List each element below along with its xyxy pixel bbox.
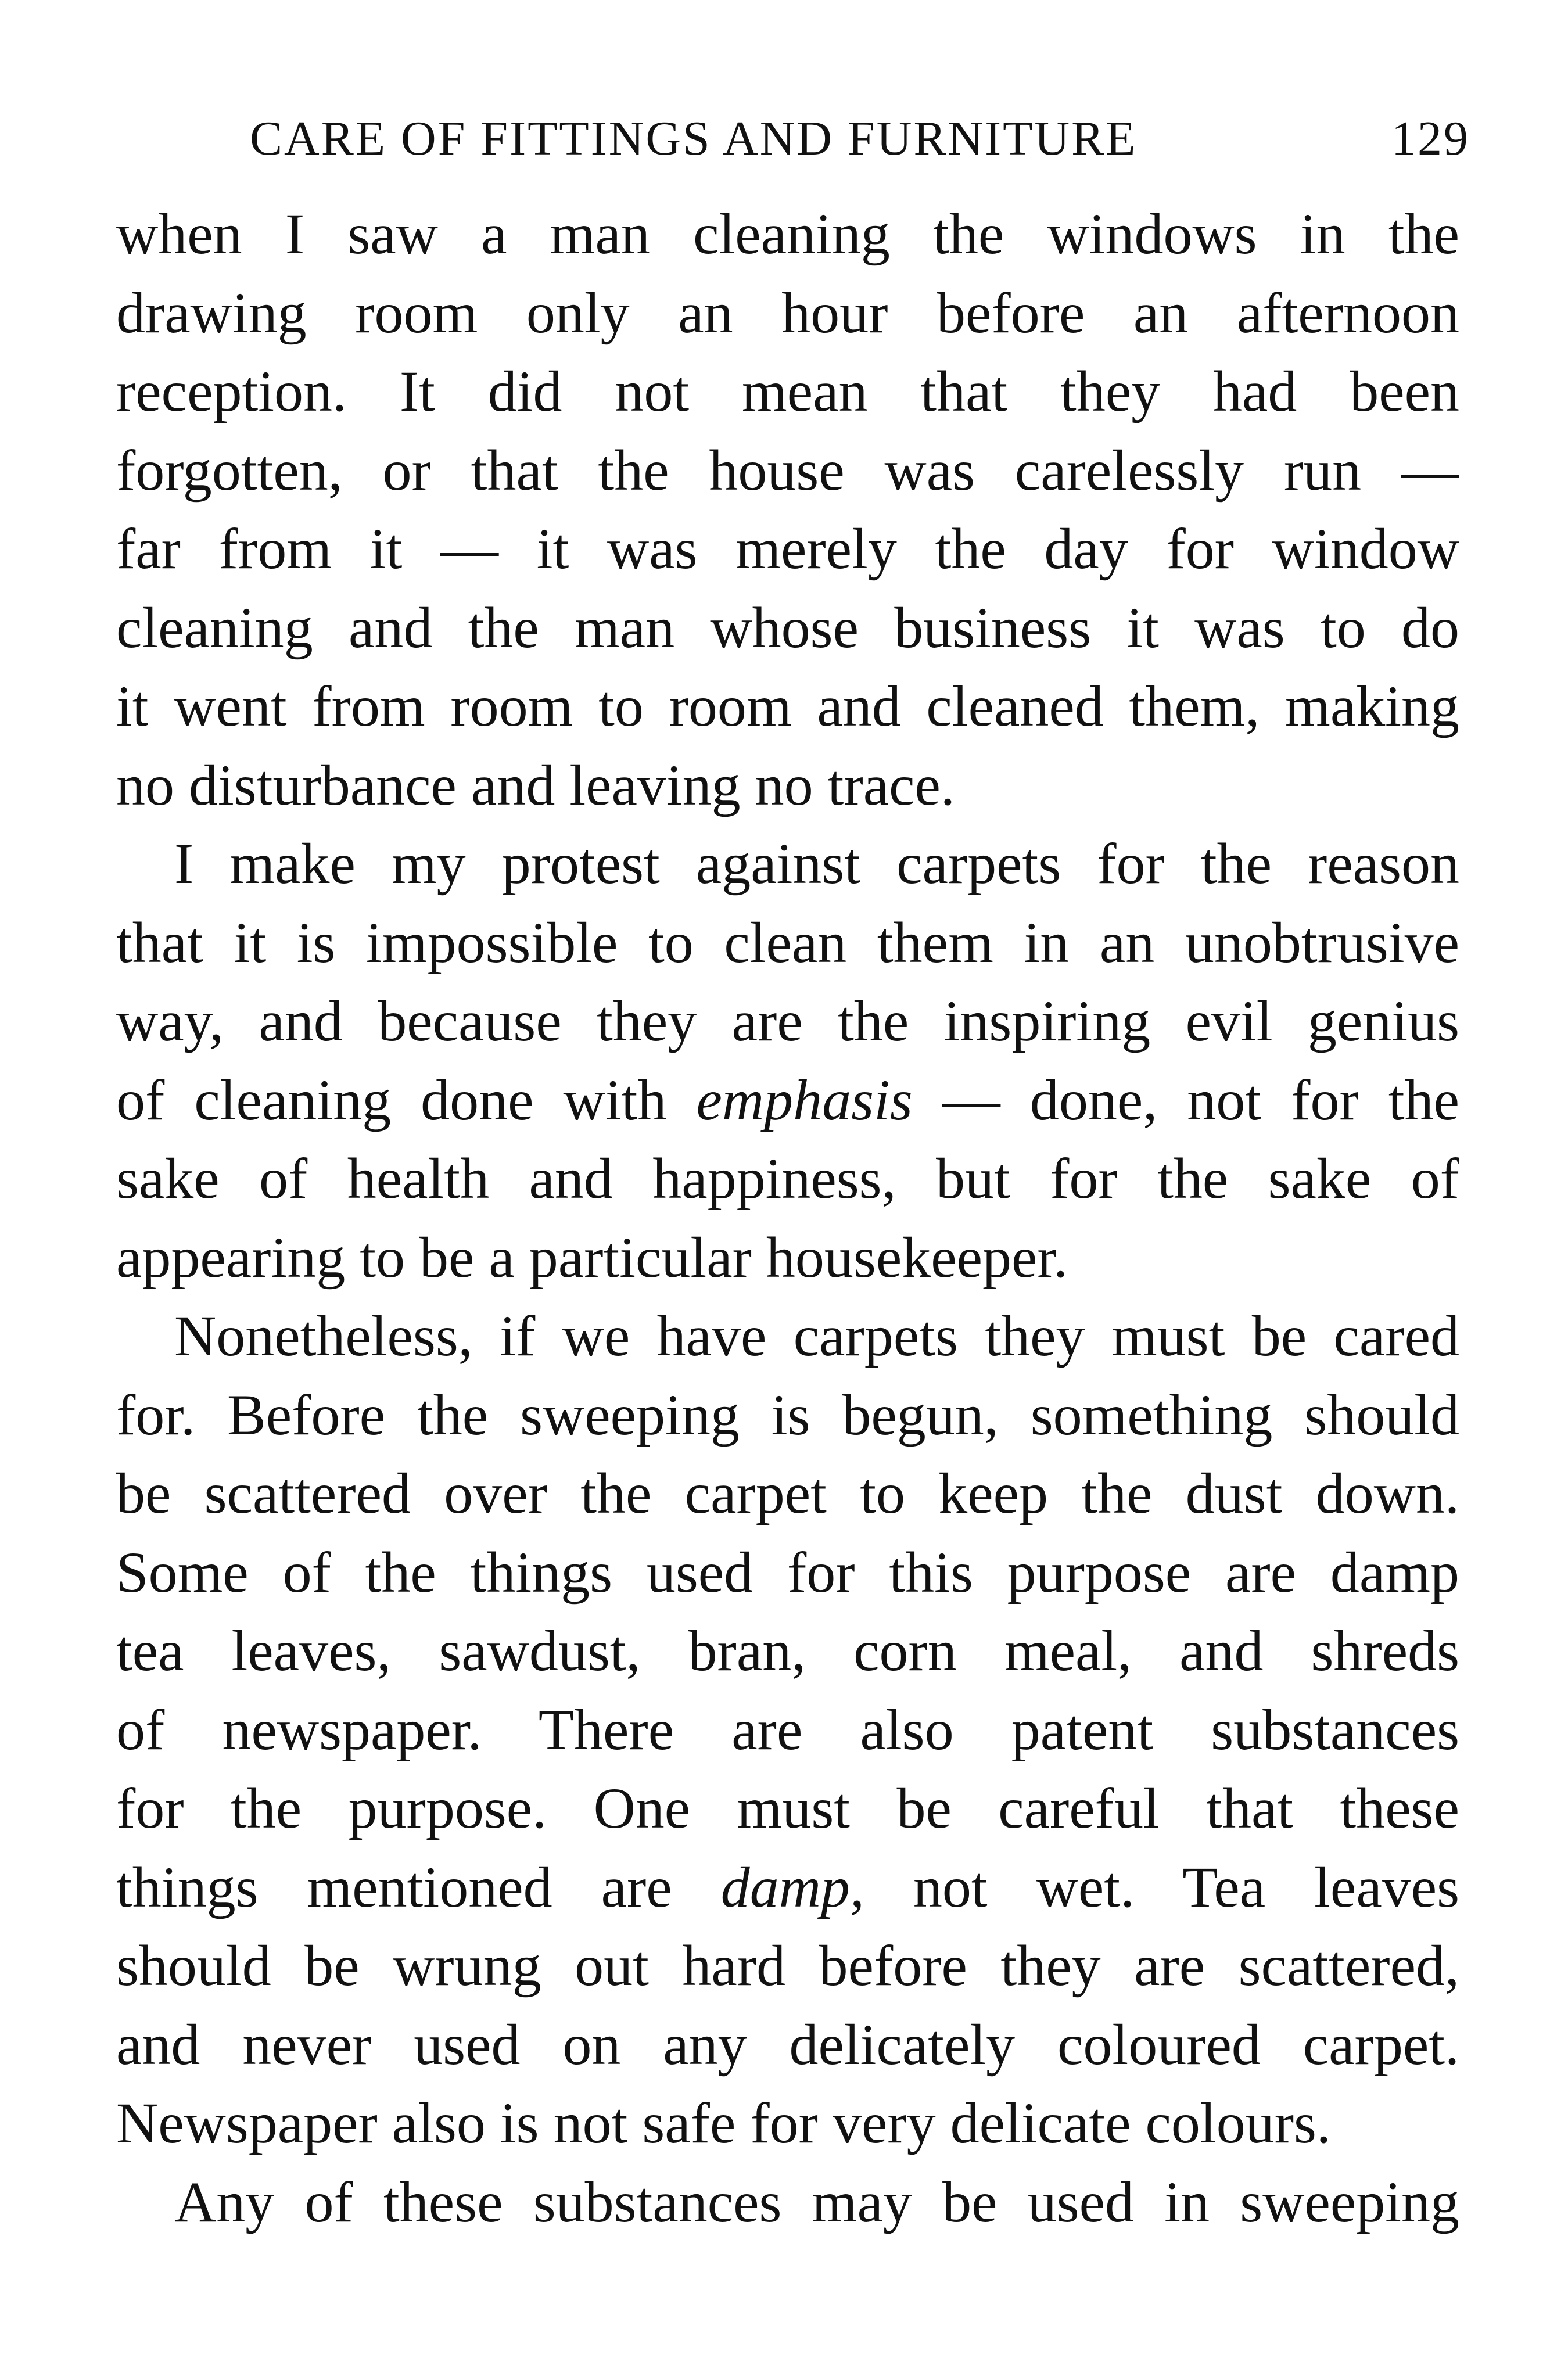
text-line: [116, 1848, 1459, 1927]
text-line: Nonetheless, if we have carpets they must be cared: [174, 1304, 1459, 1368]
text-line: reception. It did not mean that they had been: [116, 359, 1459, 423]
text-line: way, and because they are the inspiring evil genius: [116, 989, 1459, 1053]
running-title: CARE OF FITTINGS AND FURNITURE: [250, 112, 1138, 166]
italic-word: damp,: [720, 1854, 864, 1919]
text-line: for the purpose. One must be careful that these: [116, 1776, 1459, 1840]
text-line: I make my protest against carpets for the reason: [174, 831, 1459, 896]
text-line: Any of these substances may be used in sweeping: [174, 2169, 1459, 2234]
text-line: [116, 1061, 1459, 1140]
text-line: forgotten, or that the house was carelessly run —: [116, 437, 1459, 503]
text-run: things mentioned are: [116, 1854, 721, 1919]
text-line: Some of the things used for this purpose are damp: [116, 1539, 1459, 1605]
text-run: of cleaning done with: [116, 1067, 697, 1132]
text-line: that it is impossible to clean them in an unobtrusive: [116, 910, 1459, 975]
text-line: far from it — it was merely the day for window: [116, 516, 1459, 581]
text-line: and never used on any delicately coloured carpet.: [116, 2012, 1459, 2077]
text-line: appearing to be a particular housekeeper.: [116, 1225, 1068, 1290]
text-run: not wet. Tea leaves: [864, 1854, 1459, 1919]
page-number: 129: [1391, 112, 1470, 166]
text-line: cleaning and the man whose business it was to do: [116, 595, 1459, 660]
text-line: for. Before the sweeping is begun, something should: [116, 1382, 1459, 1447]
running-head: [250, 110, 1470, 180]
text-run: — done, not for the: [912, 1067, 1459, 1132]
text-line: be scattered over the carpet to keep the dust down.: [116, 1461, 1459, 1526]
text-line: tea leaves, sawdust, bran, corn meal, and shreds: [116, 1618, 1459, 1683]
text-line: sake of health and happiness, but for the sake of: [116, 1146, 1459, 1211]
text-line: should be wrung out hard before they are scattered,: [116, 1933, 1459, 1998]
text-line: Newspaper also is not safe for very delicate colours.: [116, 2091, 1331, 2155]
text-line: of newspaper. There are also patent substances: [116, 1697, 1459, 1762]
text-line: it went from room to room and cleaned them, making: [116, 674, 1459, 738]
text-line: drawing room only an hour before an afternoon: [116, 280, 1459, 345]
text-line: no disturbance and leaving no trace.: [116, 752, 955, 817]
italic-word: emphasis: [696, 1067, 913, 1132]
body-text: [116, 195, 1459, 2241]
text-line: when I saw a man cleaning the windows in the: [116, 202, 1459, 266]
